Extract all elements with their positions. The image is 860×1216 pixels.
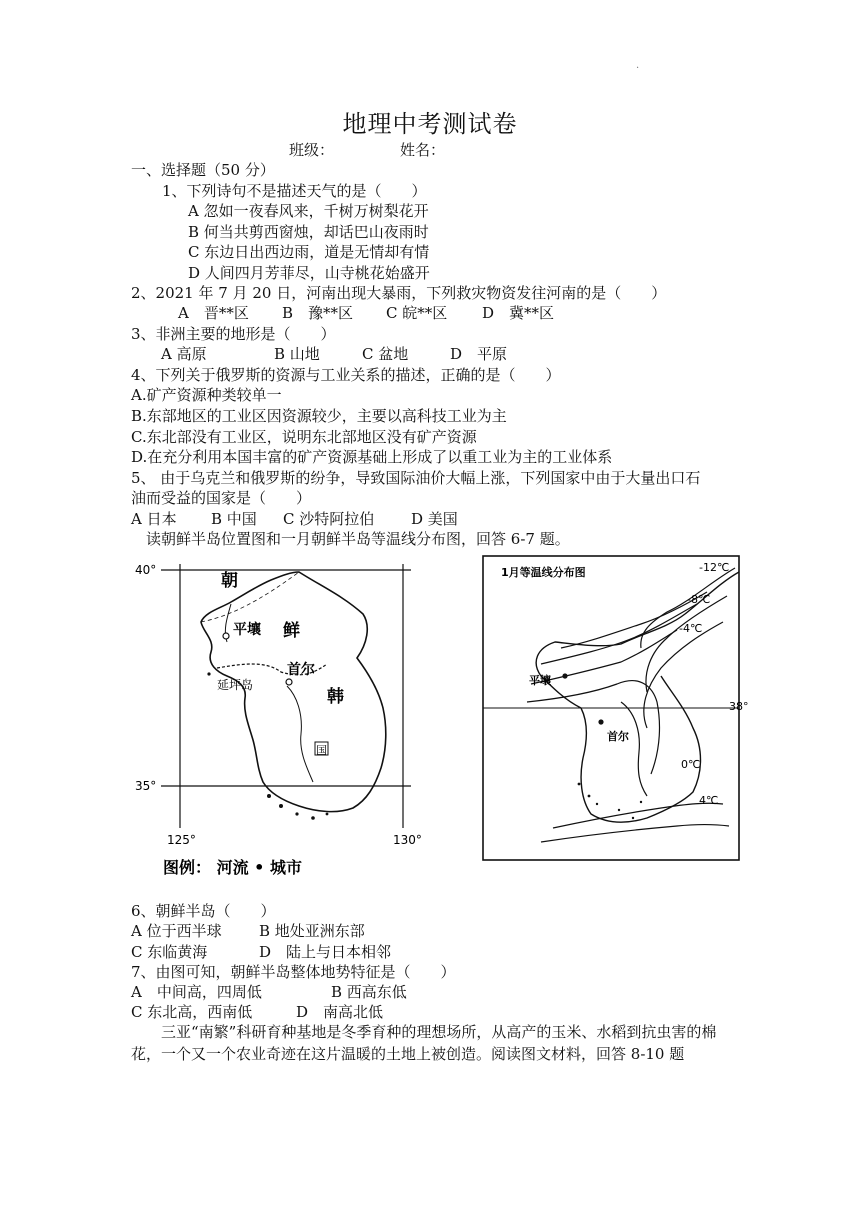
question-1-stem: 1、下列诗句不是描述天气的是（ ） <box>162 182 427 200</box>
lat-38-label: 38° <box>729 700 749 713</box>
question-2-option-d: D 冀**区 <box>482 304 555 322</box>
lon-125-label: 125° <box>167 833 196 847</box>
january-isotherm-map <box>471 552 761 868</box>
isotherm-label-minus-12: -12℃ <box>699 561 730 574</box>
question-2-option-c: C 皖**区 <box>386 304 448 322</box>
map-label-yanping: 延坪岛 <box>217 678 254 692</box>
question-4-option-c: C.东北部没有工业区，说明东北部地区没有矿产资源 <box>131 428 477 446</box>
question-1-option-b: B 何当共剪西窗烛，却话巴山夜雨时 <box>188 223 429 241</box>
question-7-option-d: D 南高北低 <box>296 1003 384 1021</box>
question-4-option-b: B.东部地区的工业区因资源较少，主要以高科技工业为主 <box>131 407 507 425</box>
seoul-city <box>286 679 292 685</box>
question-5-option-a: A 日本 <box>131 510 177 528</box>
map-label-guo: 国 <box>316 744 327 757</box>
map-label-chao: 朝 <box>221 571 238 591</box>
question-6-stem: 6、朝鲜半岛（ ） <box>131 902 276 920</box>
section-heading: 一、选择题（50 分） <box>131 161 275 179</box>
question-5-stem-line2: 油而受益的国家是（ ） <box>131 489 312 507</box>
question-6-option-c: C 东临黄海 <box>131 943 208 961</box>
question-3-option-b: B 山地 <box>274 345 320 363</box>
isotherm-map-title: 1月等温线分布图 <box>501 566 586 579</box>
question-5-option-c: C 沙特阿拉伯 <box>283 510 375 528</box>
isotherm-label-0: 0℃ <box>681 758 701 771</box>
question-6-option-a: A 位于西半球 <box>131 922 222 940</box>
pyongyang-city <box>223 633 229 639</box>
isotherm-label-minus-8: -8℃ <box>687 593 711 606</box>
isotherm-label-minus-4: -4℃ <box>679 622 703 635</box>
question-2-option-b: B 豫**区 <box>282 304 354 322</box>
question-4-option-a: A.矿产资源种类较单一 <box>131 386 282 404</box>
question-3-option-c: C 盆地 <box>362 345 409 363</box>
lat-35-label: 35° <box>135 779 157 793</box>
question-6-option-d: D 陆上与日本相邻 <box>259 943 392 961</box>
question-3-stem: 3、非洲主要的地形是（ ） <box>131 325 336 343</box>
question-3-option-d: D 平原 <box>450 345 508 363</box>
lat-40-label: 40° <box>135 563 157 577</box>
page-title: 地理中考测试卷 <box>342 110 518 138</box>
name-label: 姓名： <box>400 141 446 159</box>
question-2-option-a: A 晋**区 <box>178 304 249 322</box>
isotherm-label-pyongyang: 平壤 <box>529 674 551 687</box>
header-dot: . <box>636 60 640 71</box>
question-6-option-b: B 地处亚洲东部 <box>259 922 365 940</box>
lon-130-label: 130° <box>393 833 422 847</box>
question-5-option-b: B 中国 <box>211 510 257 528</box>
isotherm-label-4: 4℃ <box>699 794 719 807</box>
question-3-option-a: A 高原 <box>161 345 207 363</box>
question-1-option-a: A 忽如一夜春风来，千树万树梨花开 <box>188 202 429 220</box>
question-5-option-d: D 美国 <box>411 510 458 528</box>
question-7-option-a: A 中间高，四周低 <box>131 983 262 1001</box>
question-1-option-c: C 东边日出西边雨，道是无情却有情 <box>188 243 430 261</box>
question-5-stem-line1: 5、 由于乌克兰和俄罗斯的纷争，导致国际油价大幅上涨，下列国家中由于大量出口石 <box>131 469 701 487</box>
passage-line-1: 三亚“南繁”科研育种基地是冬季育种的理想场所，从高产的玉米、水稻到抗虫害的棉 <box>161 1023 717 1041</box>
map-intro: 读朝鲜半岛位置图和一月朝鲜半岛等温线分布图，回答 6-7 题。 <box>146 530 570 548</box>
map-label-han: 韩 <box>327 687 344 707</box>
korea-location-map <box>131 556 431 886</box>
map-label-pyongyang: 平壤 <box>233 622 261 638</box>
map-label-xian: 鲜 <box>283 621 300 641</box>
passage-line-2: 花，一个又一个农业奇迹在这片温暖的土地上被创造。阅读图文材料，回答 8-10 题 <box>131 1045 685 1063</box>
question-7-option-c: C 东北高，西南低 <box>131 1003 253 1021</box>
class-label: 班级： <box>289 141 335 159</box>
question-1-option-d: D 人间四月芳菲尽，山寺桃花始盛开 <box>188 264 430 282</box>
map-label-seoul: 首尔 <box>287 662 315 678</box>
isotherm-label-seoul: 首尔 <box>607 730 629 743</box>
question-2-stem: 2、2021 年 7 月 20 日，河南出现大暴雨，下列救灾物资发往河南的是（ ） <box>131 284 667 302</box>
map-legend: 图例： 河流 • 城市 <box>163 858 302 877</box>
question-4-stem: 4、下列关于俄罗斯的资源与工业关系的描述，正确的是（ ） <box>131 366 561 384</box>
question-7-stem: 7、由图可知，朝鲜半岛整体地势特征是（ ） <box>131 963 456 981</box>
question-7-option-b: B 西高东低 <box>331 983 407 1001</box>
question-4-option-d: D.在充分利用本国丰富的矿产资源基础上形成了以重工业为主的工业体系 <box>131 448 613 466</box>
